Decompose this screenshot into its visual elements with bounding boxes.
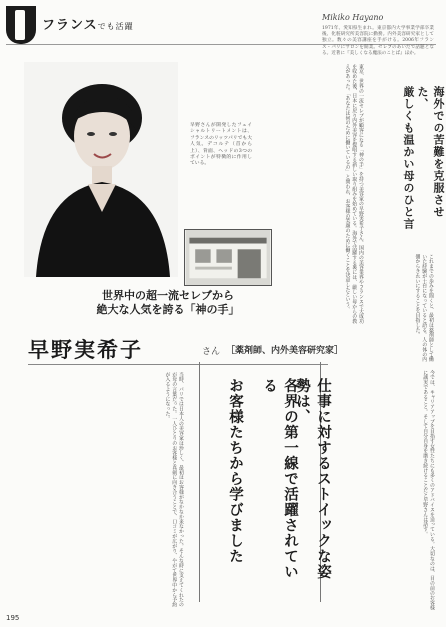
body-mid-right-column: これまでの歩みを聞くと、最初は薬剤師として働いた経験が土台になっていると語る。人の体の内側からきれいにすることを目指した。 [414, 254, 434, 362]
profile-text: 1971年、愛知県生まれ。東京都内大学事業学部卒業後、化粧研究所美容院に勤務。内外美容研究家として独立。数々の美容講座を手がける。2006年フランス・パリにサロンを開業。セレブのあいだで話題となる。近著に『美しくなる魔法のことば』ほか。 [322, 26, 434, 56]
profile-name: Mikiko Hayano [322, 13, 384, 22]
pull-quote-line-2: 各界の第一線で活躍されている [261, 378, 298, 580]
page-number: 195 [6, 614, 20, 622]
photo-caption: 早野さんが開発したフェイシャルトリートメントは、フランスのリッツパリでも大人気。デコルテ（首から上）、背面、ヘッドの3つのポイントが特徴的に作用している。 [190, 123, 252, 167]
body-top-columns: 東京、世界の一流セレブが顧客になる「神の手」を持つ美容家の早野実希子さん。国内の美容業界やフランスで大成功を収めた後、日本に戻り内外美容を提唱する新しい取り組みを始めている。海外で活躍する裏には、厳しい母からの教えがあった。「あなたは何のために働いているの」と問われ、お客様の笑顔のために働くことを決意したという。 [344, 64, 364, 324]
headline-line-1: 海外での苦難を克服させた、 [416, 86, 445, 218]
person-title: ［薬剤師、内外美容研究家］ [226, 346, 344, 356]
section-tab-icon [6, 6, 36, 44]
pull-quote-line-3: お客様たちから学びました [227, 378, 243, 564]
pull-quote-line-1: 仕事に対するストイックな姿勢は、 [294, 378, 331, 580]
store-photo [184, 229, 272, 286]
tagline-line-1: 世界中の超一流セレブから [102, 289, 234, 302]
body-bottom-right-columns: 今では、キャリアアップを目指す女性たちにも多くのアドバイスを送っている。大切なのは、目の前のお客様に誠実であること。そして自分自身を磨き続けることだと早野さんは話す。 [422, 370, 435, 611]
section-title: フランスでも活躍 [42, 18, 134, 33]
tagline-line-2: 絶大な人気を誇る「神の手」 [96, 303, 240, 316]
portrait-photo [24, 62, 178, 277]
person-name: 早野実希子 [28, 337, 143, 362]
section-title-suffix: でも活躍 [97, 22, 134, 31]
body-bottom-left-columns: 当時、パリでは日本人の美容家は珍しく、最初はお客様がなかなか来なかった。そんな時に支えてくれたのが母の言葉だった。一人ひとりのお客様と真剣に向き合うことで、口コミが広がり、やがて世界中から予約が入るようになった。 [164, 372, 184, 608]
headline-line-2: 厳しくも温かい母のひと言 [402, 86, 415, 230]
person-honorific: さん [202, 347, 221, 357]
